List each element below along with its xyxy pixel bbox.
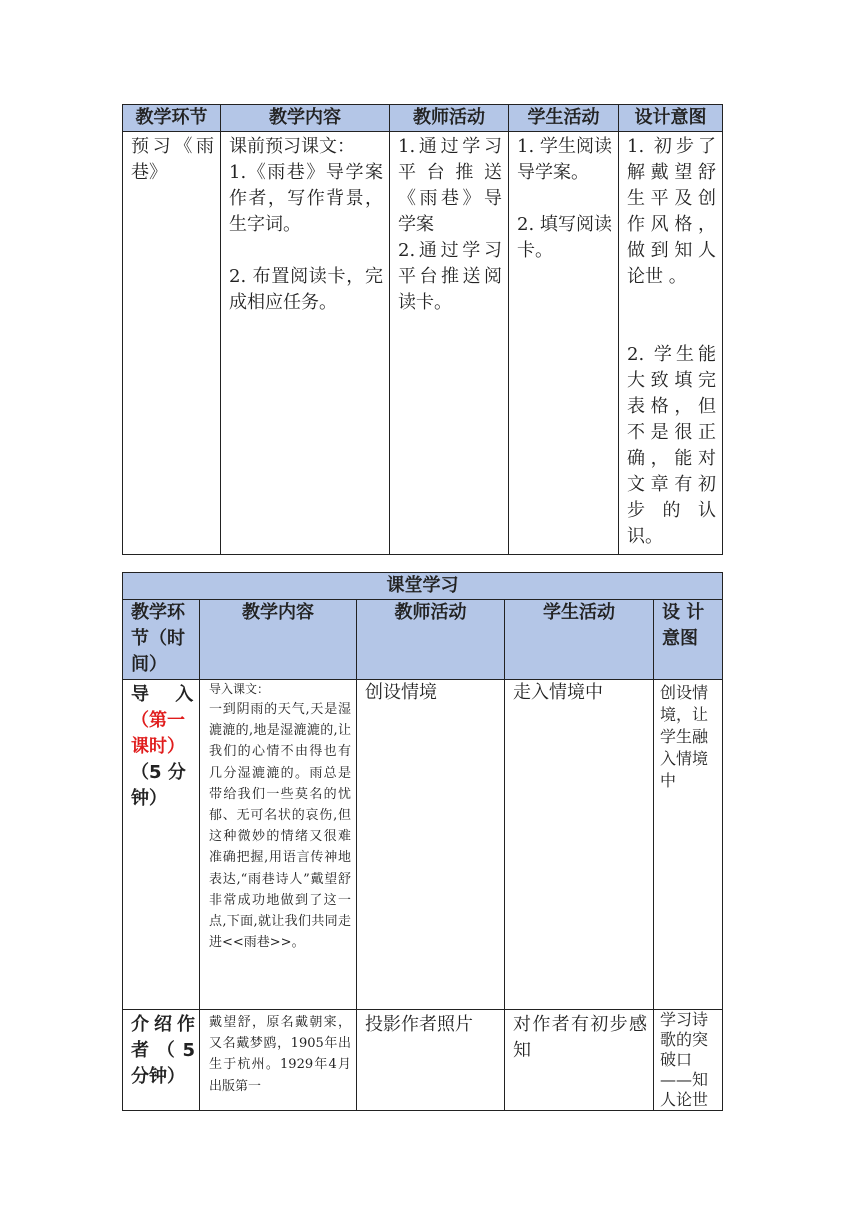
header2-teacher: 教师活动 bbox=[357, 600, 505, 680]
author-content-cell bbox=[200, 1010, 357, 1111]
author-student-cell bbox=[505, 1010, 654, 1111]
author-stage-text: 介绍作者（5 分钟） bbox=[131, 1014, 195, 1087]
preview-content-line3: 2. 布置阅读卡，完成相应任务。 bbox=[229, 266, 383, 313]
author-content-body: 戴望舒，原名戴朝宷，又名戴梦鸥，1905年出生于杭州。1929年4月出版第一 bbox=[209, 1015, 351, 1094]
preview-content-line2: 1.《雨巷》导学案作者，写作背景，生字词。 bbox=[229, 162, 383, 235]
intro-content-head: 导入课文： bbox=[209, 682, 270, 696]
header-intent: 设计意图 bbox=[619, 105, 723, 132]
preview-teacher-line1: 1.通过学习平台推送《雨巷》导学案 bbox=[398, 136, 502, 235]
preview-student-cell bbox=[509, 132, 619, 555]
preview-content-line1: 课前预习课文： bbox=[229, 136, 355, 157]
author-intent-cell bbox=[654, 1010, 723, 1111]
preview-teacher-cell bbox=[390, 132, 509, 555]
preview-student-line2: 2. 填写阅读卡。 bbox=[517, 214, 612, 261]
intro-teacher-cell bbox=[357, 680, 505, 1010]
header-stage: 教学环节 bbox=[123, 105, 221, 132]
header-teacher: 教师活动 bbox=[390, 105, 509, 132]
intro-stage-time: （5 分钟） bbox=[131, 762, 186, 809]
preview-intent-line2: 2. 学生能大致填完表格，但不是很正确，能对文章有初步的认识。 bbox=[627, 344, 716, 547]
author-student-text: 对作者有初步感知 bbox=[513, 1014, 647, 1061]
author-stage-cell bbox=[123, 1010, 200, 1111]
intro-stage-title: 导 入 bbox=[131, 684, 194, 705]
preview-stage-cell bbox=[123, 132, 221, 555]
header-content: 教学内容 bbox=[221, 105, 390, 132]
preview-content-cell bbox=[221, 132, 390, 555]
author-teacher-text: 投影作者照片 bbox=[365, 1014, 473, 1035]
classroom-title: 课堂学习 bbox=[123, 573, 723, 600]
classroom-table bbox=[122, 572, 723, 1111]
intro-student-cell bbox=[505, 680, 654, 1010]
intro-stage-cell bbox=[123, 680, 200, 1010]
intro-student-text: 走入情境中 bbox=[513, 682, 603, 703]
intro-teacher-text: 创设情境 bbox=[365, 682, 437, 703]
intro-content-body: 一到阴雨的天气,天是湿漉漉的,地是湿漉漉的,让我们的心情不由得也有几分湿漉漉的。雨总是带给我们一些莫名的忧郁、无可名状的哀伤,但这种微妙的情绪又很难准确把握,用语言传神地表达,“雨巷诗人”戴望舒非常成功地做到了这一点,下面,就让我们共同走进<<雨巷>>。 bbox=[209, 702, 351, 951]
header2-intent: 设 计意图 bbox=[654, 600, 723, 680]
intro-intent-cell bbox=[654, 680, 723, 1010]
preview-intent-cell bbox=[619, 132, 723, 555]
header2-stage: 教学环节（时间） bbox=[123, 600, 200, 680]
author-intent-text: 学习诗歌的突破口——知人论世 bbox=[660, 1010, 709, 1109]
header-student: 学生活动 bbox=[509, 105, 619, 132]
preview-student-line1: 1. 学生阅读导学案。 bbox=[517, 136, 612, 183]
header2-content: 教学内容 bbox=[200, 600, 357, 680]
intro-stage-session: （第一课时） bbox=[131, 710, 185, 757]
preview-intent-line1: 1. 初步了解戴望舒生平及创作风格，做到知人论世 。 bbox=[627, 136, 716, 287]
header2-student: 学生活动 bbox=[505, 600, 654, 680]
preview-stage-text: 预习《雨巷》 bbox=[131, 136, 214, 183]
preview-teacher-line2: 2.通过学习平台推送阅读卡。 bbox=[398, 240, 502, 313]
intro-content-cell bbox=[200, 680, 357, 1010]
author-teacher-cell bbox=[357, 1010, 505, 1111]
preview-table bbox=[122, 104, 723, 555]
intro-intent-text: 创设情境，让学生融入情境中 bbox=[660, 683, 709, 790]
